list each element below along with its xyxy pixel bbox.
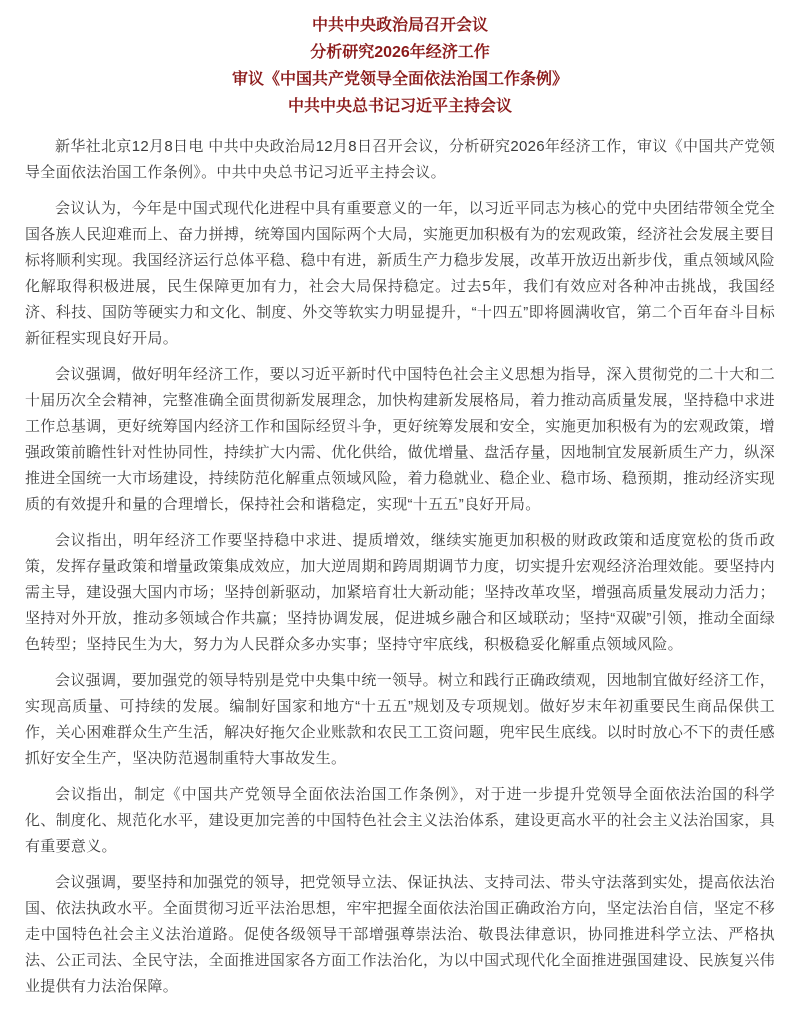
article-title-block xyxy=(25,12,775,120)
paragraph-party-leadership: 会议强调，要加强党的领导特别是党中央集中统一领导。树立和践行正确政绩观，因地制宜做好经济工作，实现高质量、可持续的发展。编制好国家和地方“十五五”规划及专项规划。做好岁末年初重要民生商品保供工作，关心困难群众生产生活，解决好拖欠企业账款和农民工工资问题，兜牢民生底线。以时时放心不下的责任感抓好安全生产，坚决防范遏制重特大事故发生。 xyxy=(25,672,775,767)
paragraph-policy-priorities: 会议指出，明年经济工作要坚持稳中求进、提质增效，继续实施更加积极的财政政策和适度宽松的货币政策，发挥存量政策和增量政策集成效应，加大逆周期和跨周期调节力度，切实提升宏观经济治理效能。要坚持内需主导，建设强大国内市场；坚持创新驱动，加紧培育壮大新动能；坚持改革攻坚，增强高质量发展动力活力；坚持对外开放，推动多领域合作共赢；坚持协调发展，促进城乡融合和区域联动；坚持“双碳”引领，推动全面绿色转型；坚持民生为大，努力为人民群众多办实事；坚持守牢底线，积极稳妥化解重点领域风险。 xyxy=(25,532,775,653)
article-body xyxy=(25,134,775,1000)
paragraph-meeting-assessment: 会议认为，今年是中国式现代化进程中具有重要意义的一年，以习近平同志为核心的党中央团结带领全党全国各族人民迎难而上、奋力拼搏，统筹国内国际两个大局，实施更加积极有为的宏观政策，经济社会发展主要目标将顺利实现。我国经济运行总体平稳、稳中有进，新质生产力稳步发展，改革开放迈出新步伐，重点领域风险化解取得积极进展，民生保障更加有力，社会大局保持稳定。过去5年，我们有效应对各种冲击挑战，我国经济、科技、国防等硬实力和文化、制度、外交等软实力明显提升，“十四五”即将圆满收官，第二个百年奋斗目标新征程实现良好开局。 xyxy=(25,200,775,347)
paragraph-rule-of-law: 会议强调，要坚持和加强党的领导，把党领导立法、保证执法、支持司法、带头守法落到实处，提高依法治国、依法执政水平。全面贯彻习近平法治思想，牢牢把握全面依法治国正确政治方向，坚定法治自信，坚定不移走中国特色社会主义法治道路。促使各级领导干部增强尊崇法治、敬畏法律意识，协同推进科学立法、严格执法、公正司法、全民守法，全面推进国家各方面工作法治化，为以中国式现代化全面推进强国建设、民族复兴伟业提供有力法治保障。 xyxy=(25,874,775,995)
article-title-line-3: 审议《中国共产党领导全面依法治国工作条例》 xyxy=(231,71,568,88)
paragraph-dateline-summary: 新华社北京12月8日电 中共中央政治局12月8日召开会议，分析研究2026年经济工作，审议《中国共产党领导全面依法治国工作条例》。中共中央总书记习近平主持会议。 xyxy=(25,138,775,181)
article-title-line-1: 中共中央政治局召开会议 xyxy=(311,17,488,34)
paragraph-economic-guidelines: 会议强调，做好明年经济工作，要以习近平新时代中国特色社会主义思想为指导，深入贯彻党的二十大和二十届历次全会精神，完整准确全面贯彻新发展理念，加快构建新发展格局，着力推动高质量发展，坚持稳中求进工作总基调，更好统筹国内经济工作和国际经贸斗争，更好统筹发展和安全，实施更加积极有为的宏观政策，增强政策前瞻性针对性协同性，持续扩大内需、优化供给，做优增量、盘活存量，因地制宜发展新质生产力，纵深推进全国统一大市场建设，持续防范化解重点领域风险，着力稳就业、稳企业、稳市场、稳预期，推动经济实现质的有效提升和量的合理增长，保持社会和谐稳定，实现“十五五”良好开局。 xyxy=(25,366,775,513)
article-title-line-2: 分析研究2026年经济工作 xyxy=(310,44,490,61)
article-title-line-4: 中共中央总书记习近平主持会议 xyxy=(287,98,512,115)
paragraph-regulation-significance: 会议指出，制定《中国共产党领导全面依法治国工作条例》，对于进一步提升党领导全面依法治国的科学化、制度化、规范化水平，建设更加完善的中国特色社会主义法治体系，建设更高水平的社会主义法治国家，具有重要意义。 xyxy=(25,786,775,855)
